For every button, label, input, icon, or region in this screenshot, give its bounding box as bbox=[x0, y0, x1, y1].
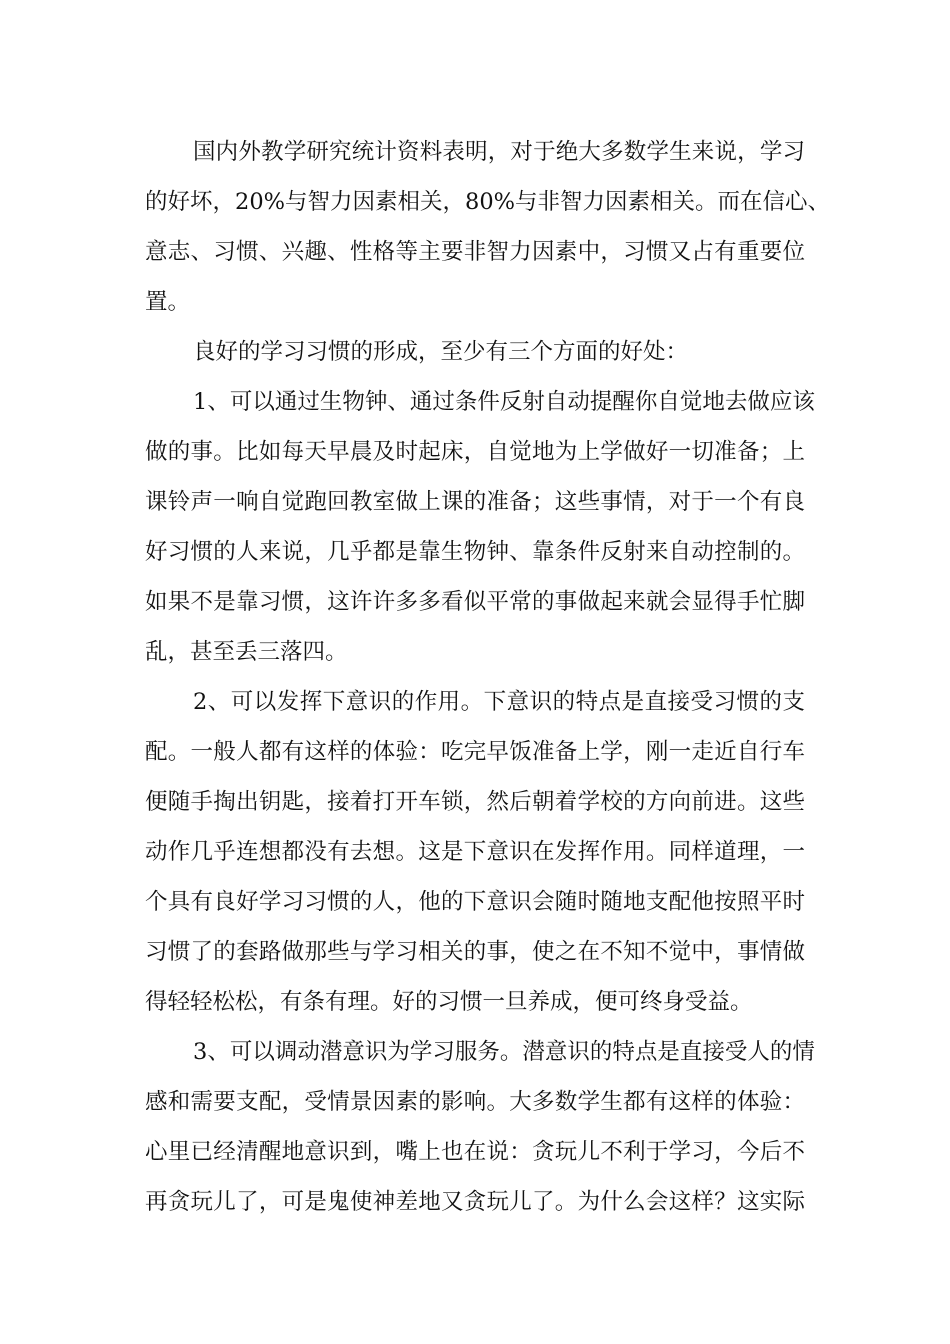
paragraph-3-line-1: 1、可以通过生物钟、通过条件反射自动提醒你自觉地去做应该 bbox=[193, 389, 815, 415]
paragraph-4-line-3: 便随手掏出钥匙，接着打开车锁，然后朝着学校的方向前进。这些 bbox=[145, 789, 805, 815]
paragraph-5-line-2: 感和需要支配，受情景因素的影响。大多数学生都有这样的体验： bbox=[145, 1089, 805, 1115]
paragraph-4-line-7: 得轻轻松松，有条有理。好的习惯一旦养成，便可终身受益。 bbox=[145, 989, 753, 1015]
paragraph-4-line-2: 配。一般人都有这样的体验：吃完早饭准备上学，刚一走近自行车 bbox=[145, 739, 805, 765]
paragraph-4-line-4: 动作几乎连想都没有去想。这是下意识在发挥作用。同样道理，一 bbox=[145, 839, 805, 865]
paragraph-3-line-5: 如果不是靠习惯，这许许多多看似平常的事做起来就会显得手忙脚 bbox=[145, 589, 805, 615]
paragraph-1-line-2: 的好坏，20%与智力因素相关，80%与非智力因素相关。而在信心、 bbox=[145, 189, 831, 215]
paragraph-1-line-3: 意志、习惯、兴趣、性格等主要非智力因素中，习惯又占有重要位 bbox=[145, 239, 805, 265]
paragraph-3-line-2: 做的事。比如每天早晨及时起床，自觉地为上学做好一切准备；上 bbox=[145, 439, 805, 465]
paragraph-4-line-5: 个具有良好学习习惯的人，他的下意识会随时随地支配他按照平时 bbox=[145, 889, 805, 915]
paragraph-3-line-4: 好习惯的人来说，几乎都是靠生物钟、靠条件反射来自动控制的。 bbox=[145, 539, 805, 565]
paragraph-1-line-4: 置。 bbox=[145, 289, 191, 315]
paragraph-5-line-3: 心里已经清醒地意识到，嘴上也在说：贪玩儿不利于学习，今后不 bbox=[145, 1139, 805, 1165]
paragraph-5-line-4: 再贪玩儿了，可是鬼使神差地又贪玩儿了。为什么会这样？这实际 bbox=[145, 1189, 805, 1215]
paragraph-3-line-6: 乱，甚至丢三落四。 bbox=[145, 639, 348, 665]
paragraph-3-line-3: 课铃声一响自觉跑回教室做上课的准备；这些事情，对于一个有良 bbox=[145, 489, 805, 515]
paragraph-5-line-1: 3、可以调动潜意识为学习服务。潜意识的特点是直接受人的情 bbox=[193, 1039, 815, 1065]
paragraph-2-line-1: 良好的学习习惯的形成，至少有三个方面的好处： bbox=[193, 339, 689, 365]
paragraph-4-line-6: 习惯了的套路做那些与学习相关的事，使之在不知不觉中，事情做 bbox=[145, 939, 805, 965]
paragraph-1-line-1: 国内外教学研究统计资料表明，对于绝大多数学生来说，学习 bbox=[193, 139, 805, 165]
paragraph-4-line-1: 2、可以发挥下意识的作用。下意识的特点是直接受习惯的支 bbox=[193, 689, 805, 715]
